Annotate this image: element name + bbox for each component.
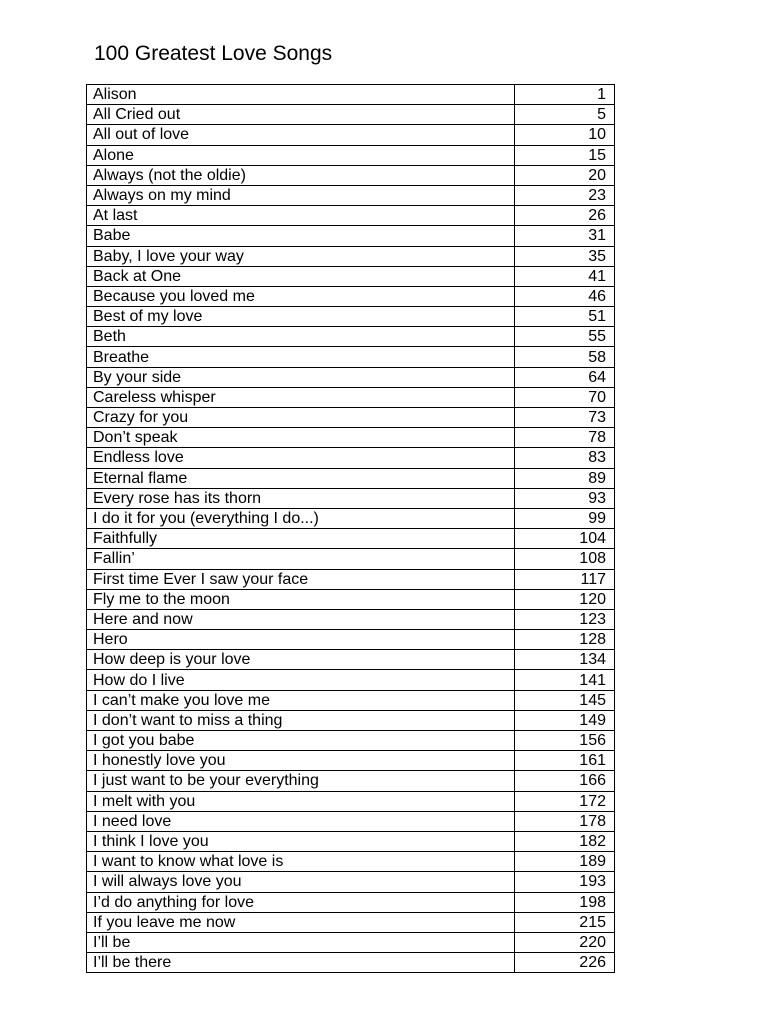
song-title: Always (not the oldie) <box>87 165 515 185</box>
song-title: Alison <box>87 85 515 105</box>
song-page-number: 220 <box>515 932 615 952</box>
page-title: 100 Greatest Love Songs <box>94 42 333 65</box>
table-row <box>87 569 615 589</box>
table-row <box>87 307 615 327</box>
song-page-number: 145 <box>515 690 615 710</box>
table-row <box>87 508 615 528</box>
song-page-number: 108 <box>515 549 615 569</box>
song-page-number: 149 <box>515 710 615 730</box>
table-row <box>87 408 615 428</box>
table-row <box>87 226 615 246</box>
song-title: Best of my love <box>87 307 515 327</box>
song-page-number: 134 <box>515 650 615 670</box>
song-page-number: 178 <box>515 811 615 831</box>
table-row <box>87 266 615 286</box>
song-page-number: 64 <box>515 367 615 387</box>
song-page-number: 120 <box>515 589 615 609</box>
song-page-number: 5 <box>515 105 615 125</box>
table-row <box>87 811 615 831</box>
song-page-number: 128 <box>515 630 615 650</box>
song-title: Here and now <box>87 609 515 629</box>
song-page-number: 26 <box>515 206 615 226</box>
song-title: I honestly love you <box>87 751 515 771</box>
song-page-number: 83 <box>515 448 615 468</box>
song-title: How do I live <box>87 670 515 690</box>
table-row <box>87 731 615 751</box>
song-title: I’ll be <box>87 932 515 952</box>
song-title: I will always love you <box>87 872 515 892</box>
song-title: I don’t want to miss a thing <box>87 710 515 730</box>
song-title: I want to know what love is <box>87 852 515 872</box>
song-title: At last <box>87 206 515 226</box>
table-row <box>87 589 615 609</box>
song-title: All out of love <box>87 125 515 145</box>
song-page-number: 41 <box>515 266 615 286</box>
table-row <box>87 751 615 771</box>
table-row <box>87 185 615 205</box>
song-title: I got you babe <box>87 731 515 751</box>
song-title: Always on my mind <box>87 185 515 205</box>
song-page-number: 117 <box>515 569 615 589</box>
song-page-number: 35 <box>515 246 615 266</box>
song-title: I do it for you (everything I do...) <box>87 508 515 528</box>
song-page-number: 156 <box>515 731 615 751</box>
song-title: Don’t speak <box>87 428 515 448</box>
song-page-number: 123 <box>515 609 615 629</box>
song-page-number: 23 <box>515 185 615 205</box>
table-row <box>87 125 615 145</box>
song-page-number: 93 <box>515 488 615 508</box>
song-title: I melt with you <box>87 791 515 811</box>
song-title: All Cried out <box>87 105 515 125</box>
song-title: I can’t make you love me <box>87 690 515 710</box>
song-title: I think I love you <box>87 831 515 851</box>
song-page-number: 78 <box>515 428 615 448</box>
song-title: Breathe <box>87 347 515 367</box>
song-page-number: 166 <box>515 771 615 791</box>
table-row <box>87 609 615 629</box>
table-row <box>87 165 615 185</box>
song-page-number: 141 <box>515 670 615 690</box>
song-page-number: 70 <box>515 387 615 407</box>
table-row <box>87 630 615 650</box>
song-title: I just want to be your everything <box>87 771 515 791</box>
song-page-number: 1 <box>515 85 615 105</box>
song-page-number: 104 <box>515 529 615 549</box>
song-title: Faithfully <box>87 529 515 549</box>
table-row <box>87 932 615 952</box>
song-page-number: 20 <box>515 165 615 185</box>
table-row <box>87 831 615 851</box>
table-row <box>87 145 615 165</box>
table-row <box>87 448 615 468</box>
song-title: Alone <box>87 145 515 165</box>
song-index-body <box>87 85 615 973</box>
song-page-number: 182 <box>515 831 615 851</box>
table-row <box>87 650 615 670</box>
song-title: Endless love <box>87 448 515 468</box>
song-title: Crazy for you <box>87 408 515 428</box>
song-title: Careless whisper <box>87 387 515 407</box>
song-title: How deep is your love <box>87 650 515 670</box>
table-row <box>87 428 615 448</box>
table-row <box>87 246 615 266</box>
song-title: Fly me to the moon <box>87 589 515 609</box>
table-row <box>87 670 615 690</box>
table-row <box>87 286 615 306</box>
song-page-number: 193 <box>515 872 615 892</box>
song-title: Because you loved me <box>87 286 515 306</box>
table-row <box>87 387 615 407</box>
table-row <box>87 771 615 791</box>
song-title: Beth <box>87 327 515 347</box>
song-title: Eternal flame <box>87 468 515 488</box>
table-row <box>87 468 615 488</box>
table-row <box>87 892 615 912</box>
song-page-number: 215 <box>515 912 615 932</box>
table-row <box>87 529 615 549</box>
table-row <box>87 912 615 932</box>
song-title: Every rose has its thorn <box>87 488 515 508</box>
song-page-number: 99 <box>515 508 615 528</box>
song-title: I’d do anything for love <box>87 892 515 912</box>
song-page-number: 198 <box>515 892 615 912</box>
table-row <box>87 105 615 125</box>
table-row <box>87 367 615 387</box>
song-title: I’ll be there <box>87 953 515 973</box>
song-page-number: 89 <box>515 468 615 488</box>
song-title: Back at One <box>87 266 515 286</box>
table-row <box>87 549 615 569</box>
song-title: If you leave me now <box>87 912 515 932</box>
song-page-number: 31 <box>515 226 615 246</box>
song-page-number: 15 <box>515 145 615 165</box>
table-row <box>87 206 615 226</box>
table-row <box>87 791 615 811</box>
song-page-number: 55 <box>515 327 615 347</box>
table-row <box>87 710 615 730</box>
table-row <box>87 347 615 367</box>
table-row <box>87 852 615 872</box>
song-title: Baby, I love your way <box>87 246 515 266</box>
song-page-number: 51 <box>515 307 615 327</box>
table-row <box>87 327 615 347</box>
song-page-number: 10 <box>515 125 615 145</box>
table-row <box>87 488 615 508</box>
table-row <box>87 690 615 710</box>
song-page-number: 73 <box>515 408 615 428</box>
song-title: Hero <box>87 630 515 650</box>
song-page-number: 58 <box>515 347 615 367</box>
song-page-number: 172 <box>515 791 615 811</box>
table-row <box>87 85 615 105</box>
song-page-number: 46 <box>515 286 615 306</box>
song-page-number: 189 <box>515 852 615 872</box>
song-title: First time Ever I saw your face <box>87 569 515 589</box>
song-title: Fallin’ <box>87 549 515 569</box>
song-page-number: 226 <box>515 953 615 973</box>
song-title: By your side <box>87 367 515 387</box>
song-title: I need love <box>87 811 515 831</box>
song-page-number: 161 <box>515 751 615 771</box>
song-index-table <box>86 84 615 973</box>
song-title: Babe <box>87 226 515 246</box>
table-row <box>87 872 615 892</box>
table-row <box>87 953 615 973</box>
